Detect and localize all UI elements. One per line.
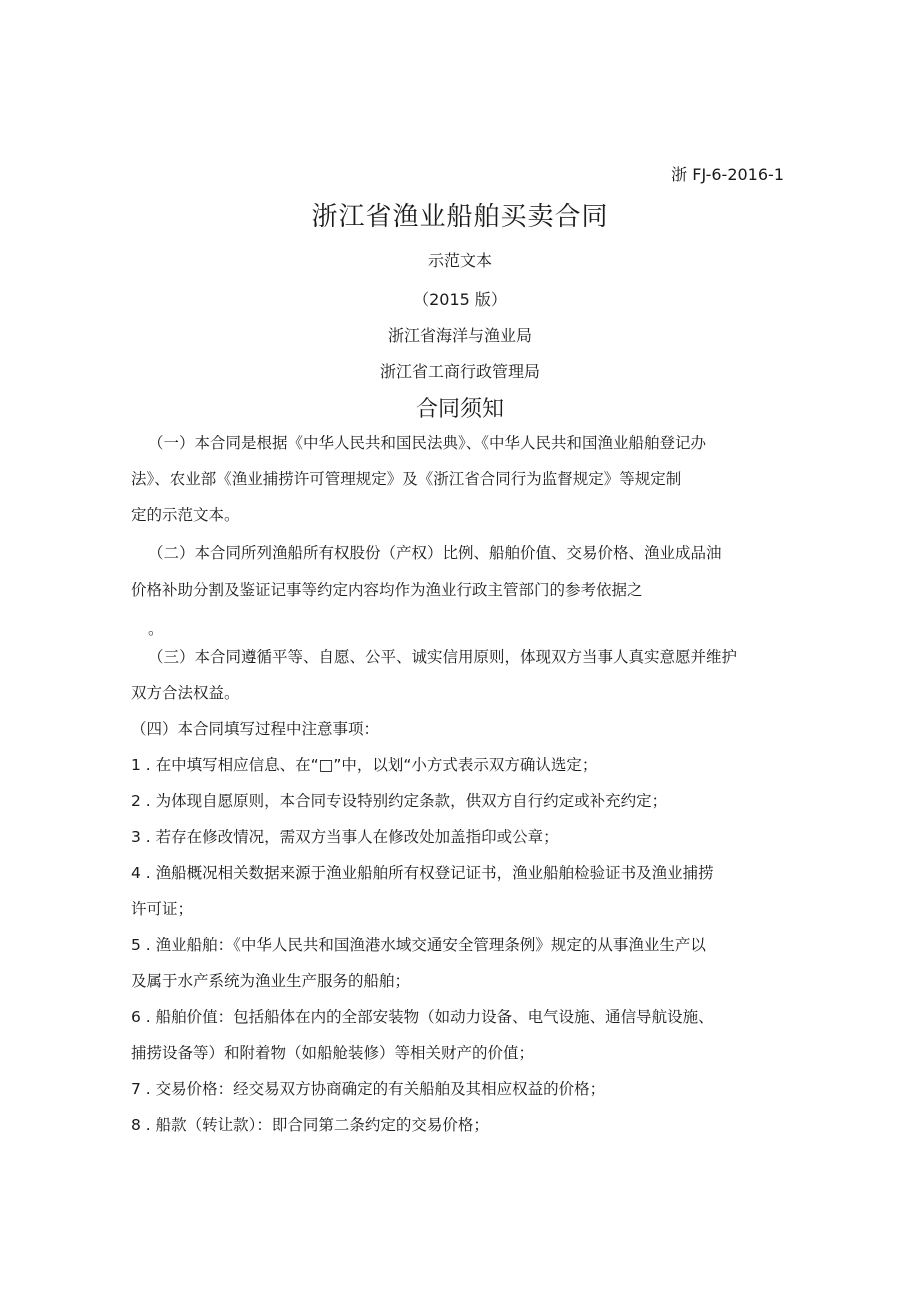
notice-heading: 合同须知	[415, 397, 504, 422]
body-line: 5 . 渔业船舶：《中华人民共和国渔港水域交通安全管理条例》规定的从事渔业生产以	[131, 936, 706, 954]
body-line: 6 . 船舶价值：包括船体在内的全部安装物（如动力设备、电气设施、通信导航设施、	[131, 1008, 714, 1026]
body-line: （四）本合同填写过程中注意事项：	[131, 720, 380, 738]
issuing-agency-2: 浙江省工商行政管理局	[379, 362, 540, 381]
body-line: 2 . 为体现自愿原则，本合同专设特别约定条款，供双方自行约定或补充约定；	[131, 792, 668, 810]
document-title: 浙江省渔业船舶买卖合同	[311, 202, 609, 232]
body-line: 捕捞设备等）和附着物（如船舱装修）等相关财产的价值；	[131, 1044, 535, 1062]
body-line: 4 . 渔船概况相关数据来源于渔业船舶所有权登记证书，渔业船舶检验证书及渔业捕捞	[131, 864, 714, 882]
document-subtitle: 示范文本	[427, 251, 492, 270]
document-version: （2015 版）	[413, 290, 507, 309]
document-code: 浙 FJ-6-2016-1	[671, 165, 784, 184]
body-line: 双方合法权益。	[131, 684, 240, 702]
body-line: 8 . 船款（转让款）：即合同第二条约定的交易价格；	[131, 1116, 489, 1134]
body-line: 3 . 若存在修改情况，需双方当事人在修改处加盖指印或公章；	[131, 828, 559, 846]
body-line: 1 . 在中填写相应信息、在“□”中，以划“小方式表示双方确认选定；	[131, 756, 598, 774]
body-line: （二）本合同所列渔船所有权股份（产权）比例、船舶价值、交易价格、渔业成品油	[148, 544, 722, 562]
body-line: 定的示范文本。	[131, 506, 240, 524]
body-line: 价格补助分割及鉴证记事等约定内容均作为渔业行政主管部门的参考依据之	[131, 581, 643, 599]
body-line: 法》、农业部《渔业捕捞许可管理规定》及《浙江省合同行为监督规定》等规定制	[131, 470, 682, 488]
body-line: （一）本合同是根据《中华人民共和国民法典》、《中华人民共和国渔业船舶登记办	[148, 434, 707, 452]
issuing-agency-1: 浙江省海洋与渔业局	[387, 326, 532, 345]
body-line: 。	[148, 620, 164, 638]
body-line: 许可证；	[131, 900, 194, 918]
body-line: 7 . 交易价格：经交易双方协商确定的有关船舶及其相应权益的价格；	[131, 1080, 606, 1098]
body-line: 及属于水产系统为渔业生产服务的船舶；	[131, 972, 411, 990]
body-line: （三）本合同遵循平等、自愿、公平、诚实信用原则，体现双方当事人真实意愿并维护	[148, 648, 738, 666]
